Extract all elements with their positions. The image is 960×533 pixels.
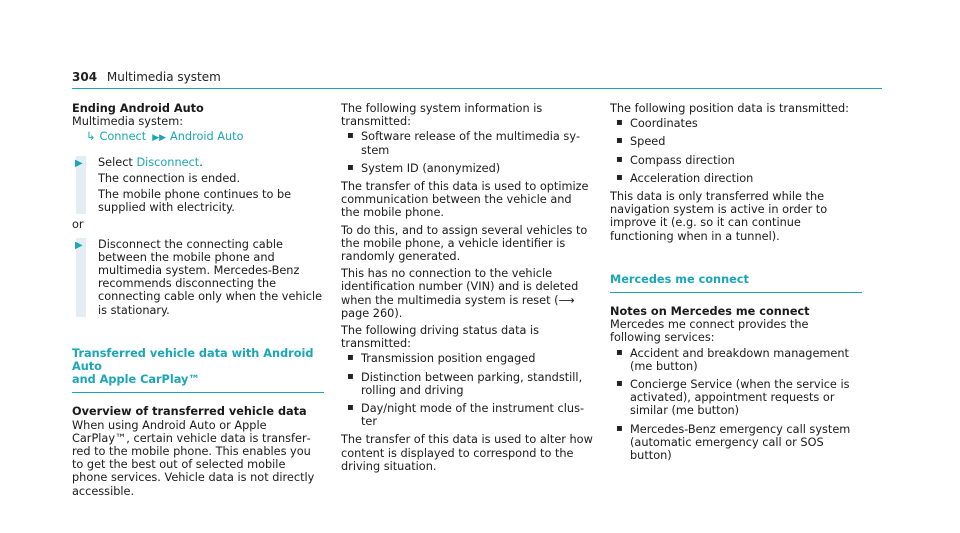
column-1	[72, 102, 324, 498]
header-divider	[72, 88, 882, 89]
page-number: 304	[72, 70, 98, 84]
overview-heading: Overview of transferred vehicle data	[72, 405, 307, 419]
disconnect-link[interactable]: Disconnect	[136, 155, 200, 169]
section-divider	[610, 292, 862, 293]
step-disconnect-cable	[72, 238, 324, 317]
section-title-transferred-data: Transferred vehicle data with Android Auto and Apple CarPlay™	[72, 346, 314, 387]
multimedia-system-label: Multimedia system:	[72, 115, 184, 129]
step-triangle-icon: ▶	[75, 157, 83, 169]
list-item: ▪ Concierge Service (when the service is activated), appointment requests or similar (me button)	[630, 378, 862, 418]
navigation-text: This data is only transferred while the navigation system is active in order to improve it (e.g. so it can continue functioning when in a tunnel).	[610, 190, 828, 243]
identifier-text: To do this, and to assign several vehicles to the mobile phone, a vehicle identifier is randomly generated.	[341, 223, 588, 264]
list-item: ▪ Day/night mode of the instrument cluster	[361, 402, 593, 428]
services-list	[610, 347, 862, 463]
list-item: ▪ Software release of the multimedia system	[361, 130, 593, 156]
disconnect-cable-text: Disconnect the connecting cable between the mobile phone and multimedia system. Mercedes-Benz recommends disconnecting the connecting cable only when the vehicle is stationary.	[98, 237, 323, 317]
system-info-intro: The following system information is transmitted:	[341, 102, 543, 129]
column-2	[341, 102, 593, 473]
path-android-auto-link[interactable]: Android Auto	[170, 130, 244, 144]
system-info-list	[341, 130, 593, 175]
double-chevron-icon: ▶▶	[152, 133, 167, 144]
list-item: ▪ Mercedes-Benz emergency call system (automatic emergency call or SOS button)	[630, 423, 862, 463]
notes-heading: Notes on Mercedes me connect	[610, 305, 810, 319]
driving-status-list	[341, 352, 593, 428]
overview-text: When using Android Auto or Apple CarPlay™, certain vehicle data is transferred to the mobile phone. This enables you to get the best out of selected mobile phone services. Vehicle data is not directly accessible.	[72, 418, 315, 498]
position-data-list	[610, 117, 862, 185]
page-reference-link[interactable]: page 260).	[341, 306, 403, 320]
vin-text: This has no connection to the vehicle identification number (VIN) and is deleted when the multimedia system is reset (⟶ page 260).	[341, 267, 579, 320]
connection-ended-text: The connection is ended.	[98, 171, 241, 185]
section-name: Multimedia system	[106, 70, 221, 84]
column-3	[610, 102, 862, 467]
path-connect-link[interactable]: Connect	[99, 130, 147, 144]
list-item: ▪ Coordinates	[630, 117, 862, 130]
ending-android-auto-heading: Ending Android Auto	[72, 102, 204, 115]
or-text: or	[72, 218, 84, 232]
page-header	[72, 70, 221, 84]
step-triangle-icon: ▶	[75, 239, 83, 251]
step-select-disconnect: ▶ Select Disconnect. The connection is ended. The mobile phone continues to be supplied with electricity.	[72, 156, 324, 215]
list-item: ▪ System ID (anonymized)	[361, 162, 593, 175]
menu-path	[86, 130, 324, 145]
phone-supplied-text: The mobile phone continues to be supplied with electricity.	[98, 188, 292, 215]
list-item: ▪ Accident and breakdown management (me button)	[630, 347, 862, 373]
section-divider	[72, 392, 324, 393]
driving-status-purpose-text: The transfer of this data is used to alter how content is displayed to correspond to the driving situation.	[341, 433, 593, 473]
list-item: ▪ Distinction between parking, standstill, rolling and driving	[361, 371, 593, 397]
section-title-mercedes-me: Mercedes me connect	[610, 272, 749, 286]
position-data-intro: The following position data is transmitted:	[610, 102, 849, 115]
optimize-text: The transfer of this data is used to optimize communication between the vehicle and the mobile phone.	[341, 180, 589, 220]
list-item: ▪ Speed	[630, 135, 862, 148]
list-item: ▪ Acceleration direction	[630, 172, 862, 185]
services-intro: Mercedes me connect provides the following services:	[610, 318, 809, 345]
driving-status-intro: The following driving status data is transmitted:	[341, 324, 540, 351]
list-item: ▪ Compass direction	[630, 154, 862, 167]
list-item: ▪ Transmission position engaged	[361, 352, 593, 365]
path-arrow-icon: ↳	[86, 130, 96, 144]
page-reference-arrow-icon: ⟶	[558, 293, 575, 307]
